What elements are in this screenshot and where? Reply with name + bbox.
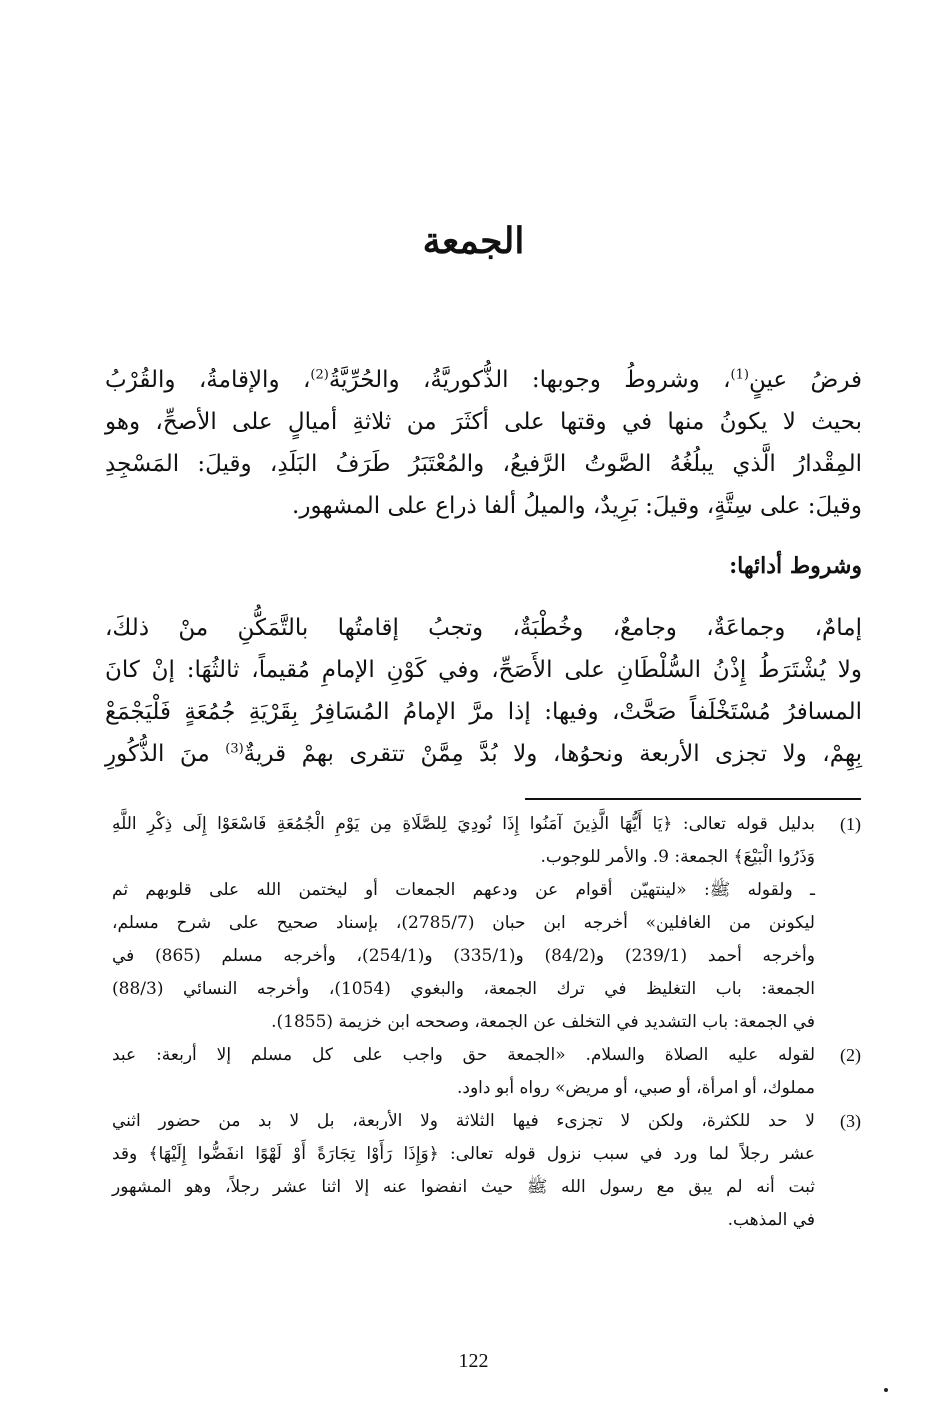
footnote-line: وَذَرُوا الْبَيْعَ﴾ الجمعة: 9. والأمر للوجوب. [540,847,815,867]
footnote-line: في الجمعة: باب التشديد في التخلف عن الجمعة، وصححه ابن خزيمة (1855). [271,1012,815,1032]
footnote-line: بدليل قوله تعالى: ﴿يَا أَيُّهَا الَّذِينَ آمَنُوا إِذَا نُودِيَ لِلصَّلَاةِ مِن يَوْمِ الْجُمُعَةِ فَاسْعَوْا إِلَى ذِكْرِ اللَّهِ [112,814,815,834]
footnote-line: ثبت أنه لم يبق مع رسول الله ﷺ حيث انفضوا عنه إلا اثنا عشر رجلاً، وهو المشهور [112,1177,815,1197]
footnote-number: (1) [840,814,861,834]
footnote-line: لا حد للكثرة، ولكن لا تجزىء فيها الثلاثة ولا الأربعة، بل لا بد من حضور اثني [112,1111,815,1131]
section-subheading: وشروط أدائها: [729,553,862,579]
footnote-line: لقوله عليه الصلاة والسلام. «الجمعة حق واجب على كل مسلم إلا أربعة: عبد [112,1045,815,1065]
paragraph1-line4: وقيلَ: على سِتَّةٍ، وقيلَ: بَرِيدٌ، والميلُ ألفا ذراع على المشهور. [292,493,862,519]
paragraph2-line3: المسافرُ مُسْتَخْلَفاً صَحَّتْ، وفيها: إذا مرَّ الإمامُ المُسَافِرُ بِقَرْيَةِ جُمُعَةٍ فَلْيَجْمَعْ [105,699,862,725]
footnote-separator [525,798,861,800]
text: ، وشروطُ وجوبها: الذُّكوريَّةُ، والحُرِّيَّةُ [328,367,731,393]
footnote-line: ليكونن من الغافلين» أخرجه ابن حبان (2785/7)، بإسناد صحيح على شرح مسلم، [112,913,815,933]
footnote-ref-3[interactable]: (3) [225,741,244,757]
footnote-line: مملوك، أو امرأة، أو صبي، أو مريض» رواه أبو داود. [456,1078,815,1098]
footnote-number: (3) [840,1111,861,1131]
paragraph2-line1: إمامٌ، وجماعَةٌ، وجامعٌ، وخُطْبَةٌ، وتجبُ إقامتُها بالتَّمَكُّنِ منْ ذلكَ، [105,615,862,641]
footnote-line: وأخرجه أحمد (239/1) و(84/2) و(335/1) و(254/1)، وأخرجه مسلم (865) في [112,946,815,966]
paragraph1-line3: المِقْدارُ الَّذي يبلُغُهُ الصَّوتُ الرَّفيعُ، والمُعْتَبَرُ طَرَفُ البَلَدِ، وقيلَ: المَسْجِدِ [105,451,862,477]
footnote-number: (2) [840,1045,861,1065]
footnote-ref-1[interactable]: (1) [730,367,749,383]
paragraph2-line4 [105,734,862,774]
page-number: 122 [458,1350,489,1372]
footnote-line: الجمعة: باب التغليظ في ترك الجمعة، والبغوي (1054)، وأخرجه النسائي (88/3) [112,979,815,999]
scan-speck [884,1388,888,1392]
text: منَ الذُّكُورِ [105,741,226,767]
text: بِهِمْ، ولا تجزى الأربعة ونحوُها، ولا بُدَّ مِمَّنْ تتقرى بهمْ قريةٌ [243,741,863,767]
paragraph1-line2: بحيث لا يكونُ منها في وقتها على أكثَرَ من ثلاثةِ أميالٍ على الأصحِّ، وهو [105,409,862,435]
text: فرضُ عينٍ [748,367,863,393]
text: ، والإقامةُ، والقُرْبُ [105,367,311,393]
footnote-line: ـ ولقوله ﷺ: «لينتهيّن أقوام عن ودعهم الجمعات أو ليختمن الله على قلوبهم ثم [112,880,815,900]
page-title: الجمعة [422,220,525,262]
footnote-line: عشر رجلاً لما ورد في سبب نزول قوله تعالى: ﴿وَإِذَا رَأَوْا تِجَارَةً أَوْ لَهْوًا انفَضُّوا إِلَيْهَا﴾ وقد [112,1144,815,1164]
footnote-ref-2[interactable]: (2) [310,367,329,383]
paragraph2-line2: ولا يُشْتَرَطُ إِذْنُ السُّلْطَانِ على الأَصَحِّ، وفي كَوْنِ الإمامِ مُقيماً، ثالثُهَا: إنْ كانَ [105,657,862,683]
footnote-line: في المذهب. [727,1210,815,1230]
paragraph1-line1 [105,360,862,400]
